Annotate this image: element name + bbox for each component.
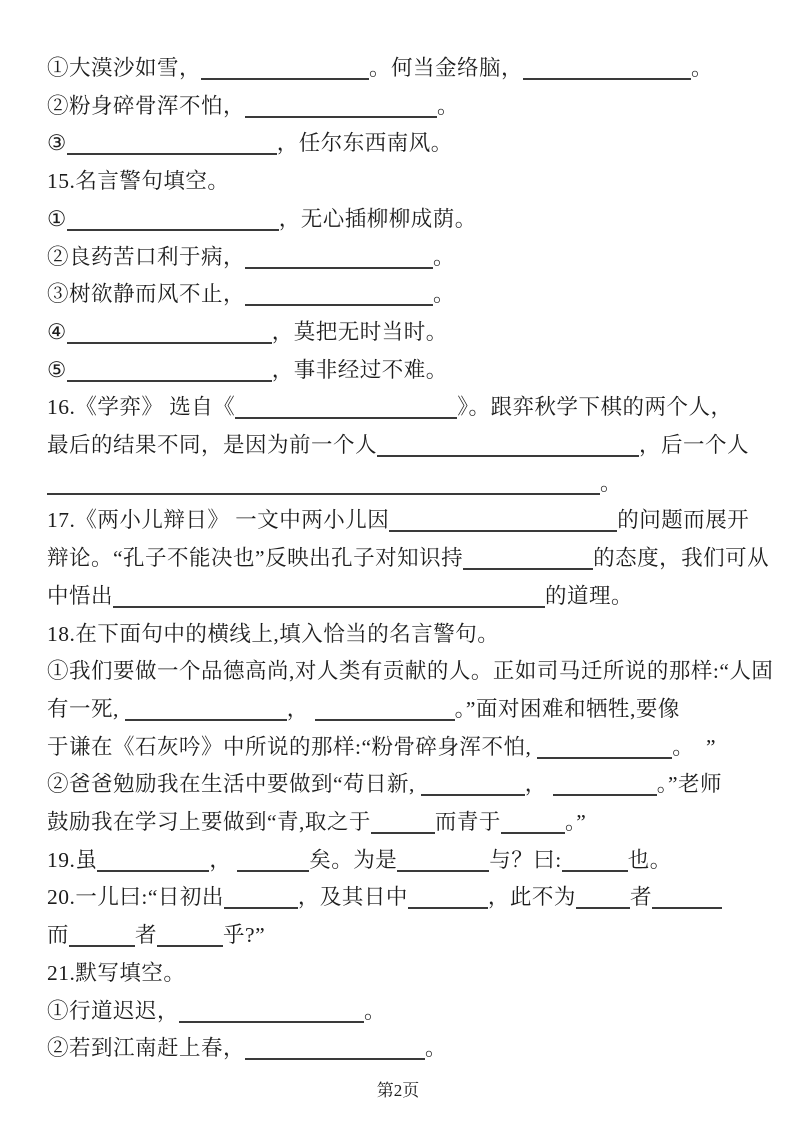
q19-line1: [47, 842, 749, 880]
text-run: 20.一儿曰:“日初出: [47, 885, 224, 910]
text-run: 。: [433, 282, 456, 307]
text-run: 而青于: [434, 810, 501, 835]
text-run: ①: [47, 206, 67, 231]
text-run: 鼓励我在学习上要做到“青,取之于: [47, 810, 371, 835]
text-run: ②良药苦口利于病，: [47, 244, 246, 269]
blank-underline: [245, 92, 437, 118]
q14-item1: [47, 50, 749, 88]
blank-underline: [523, 54, 691, 80]
text-run: 也。: [627, 847, 672, 872]
text-run: 》。跟弈秋学下棋的两个人，: [457, 395, 733, 420]
q14-item2: [47, 88, 749, 126]
q18-item1-line3: [47, 729, 749, 767]
text-run: 15.名言警句填空。: [47, 169, 230, 194]
text-run: 有一死,: [47, 696, 125, 721]
q15-item4: [47, 314, 749, 352]
blank-underline: [315, 695, 455, 721]
blank-underline: [245, 1034, 425, 1060]
text-run: 矣。为是: [309, 847, 398, 872]
text-run: ，: [524, 772, 553, 797]
q21-item1: [47, 993, 749, 1031]
text-run: ，此不为: [487, 885, 576, 910]
text-run: ，任尔东西南风。: [276, 131, 453, 156]
text-run: ①大漠沙如雪，: [47, 56, 202, 80]
text-run: 19.虽: [47, 847, 98, 872]
q14-item3: [47, 125, 749, 163]
blank-underline: [67, 129, 277, 155]
text-run: ①我们要做一个品德高尚,对人类有贡献的人。正如司马迁所说的那样:“人固: [47, 659, 774, 684]
blank-underline: [421, 770, 525, 796]
blank-underline: [237, 846, 309, 872]
blank-underline: [562, 846, 628, 872]
text-run: 。: [600, 470, 623, 495]
blank-underline: [408, 883, 488, 909]
blank-underline: [47, 469, 600, 495]
q18-item2-line2: [47, 804, 749, 842]
text-run: 的道理。: [545, 583, 634, 608]
blank-underline: [235, 393, 457, 419]
text-run: 。”: [564, 810, 587, 835]
blank-underline: [245, 243, 433, 269]
blank-underline: [652, 883, 722, 909]
text-run: ，及其日中: [297, 885, 408, 910]
q17-line2: [47, 540, 770, 578]
page-number-footer: 第2页: [376, 1080, 420, 1100]
blank-underline: [67, 318, 272, 344]
q15-item3: [47, 276, 749, 314]
text-run: ，无心插柳柳成荫。: [278, 206, 477, 231]
text-run: ⑤: [47, 357, 67, 382]
blank-underline: [69, 921, 135, 947]
q21-heading: [47, 955, 749, 993]
blank-underline: [501, 808, 565, 834]
q17-line1: [47, 502, 749, 540]
text-run: ，: [209, 847, 238, 872]
blank-underline: [67, 356, 272, 382]
text-run: ①行道迟迟，: [47, 998, 180, 1023]
blank-underline: [576, 883, 630, 909]
blank-underline: [397, 846, 489, 872]
text-run: 。: [433, 244, 456, 269]
blank-underline: [125, 695, 287, 721]
text-run: ③树欲静而风不止，: [47, 282, 246, 307]
q18-item2-line1: [47, 766, 749, 804]
q21-item2: [47, 1030, 749, 1068]
text-run: 。: [425, 1036, 448, 1061]
blank-underline: [201, 54, 369, 80]
blank-underline: [97, 846, 209, 872]
text-run: 18.在下面句中的横线上,填入恰当的名言警句。: [47, 621, 500, 646]
q16-line3: [47, 465, 749, 503]
q16-line1: [47, 389, 749, 427]
text-run: ②爸爸勉励我在生活中要做到“苟日新,: [47, 772, 421, 797]
text-run: ②若到江南赶上春，: [47, 1036, 246, 1061]
q15-item5: [47, 352, 749, 390]
q15-item2: [47, 239, 749, 277]
text-run: 者: [135, 923, 158, 948]
blank-underline: [113, 582, 545, 608]
text-run: ，: [286, 696, 315, 721]
text-run: 。 ”: [672, 734, 717, 759]
q15-heading: [47, 163, 749, 201]
text-run: 于谦在《石灰吟》中所说的那样:“粉骨碎身浑不怕,: [47, 734, 538, 759]
text-run: 。”老师: [656, 772, 722, 797]
text-run: 最后的结果不同，是因为前一个人: [47, 433, 378, 458]
text-run: 者: [629, 885, 652, 910]
text-run: 乎?”: [223, 923, 266, 948]
blank-underline: [67, 205, 279, 231]
text-run: 的问题而展开: [617, 508, 750, 533]
q20-line2: [47, 917, 749, 955]
text-run: 。”面对困难和牺牲,要像: [454, 696, 680, 721]
text-run: 。: [691, 56, 714, 80]
text-run: ④: [47, 319, 67, 344]
text-run: 而: [47, 923, 70, 948]
text-run: 。: [437, 93, 460, 118]
blank-underline: [179, 997, 364, 1023]
q18-item1-line2: [47, 691, 749, 729]
blank-underline: [553, 770, 657, 796]
text-run: ，事非经过不难。: [271, 357, 448, 382]
q16-line2: [47, 427, 749, 465]
text-run: ，莫把无时当时。: [271, 319, 448, 344]
blank-underline: [371, 808, 435, 834]
text-run: 21.默写填空。: [47, 960, 186, 985]
text-run: 。何当金络脑，: [369, 56, 524, 80]
text-run: 的态度，我们可从: [593, 546, 770, 571]
blank-underline: [463, 544, 593, 570]
q15-item1: [47, 201, 749, 239]
blank-underline: [224, 883, 298, 909]
text-run: 16.《学弈》 选自《: [47, 395, 236, 420]
text-run: 中悟出: [47, 583, 114, 608]
text-run: ③: [47, 131, 67, 156]
text-run: 17.《两小儿辩日》 一文中两小儿因: [47, 508, 390, 533]
blank-underline: [157, 921, 223, 947]
q20-line1: [47, 879, 749, 917]
text-run: 辩论。“孔子不能决也”反映出孔子对知识持: [47, 546, 464, 571]
blank-underline: [537, 733, 672, 759]
text-run: ②粉身碎骨浑不怕，: [47, 93, 246, 118]
document-body: [47, 50, 774, 1068]
blank-underline: [245, 280, 433, 306]
text-run: 。: [364, 998, 387, 1023]
text-run: 与？曰:: [489, 847, 562, 872]
q18-heading: [47, 616, 749, 654]
q17-line3: [47, 578, 749, 616]
blank-underline: [389, 506, 617, 532]
q18-item1-line1: [47, 653, 774, 691]
blank-underline: [377, 431, 639, 457]
text-run: ，后一个人: [639, 433, 750, 458]
